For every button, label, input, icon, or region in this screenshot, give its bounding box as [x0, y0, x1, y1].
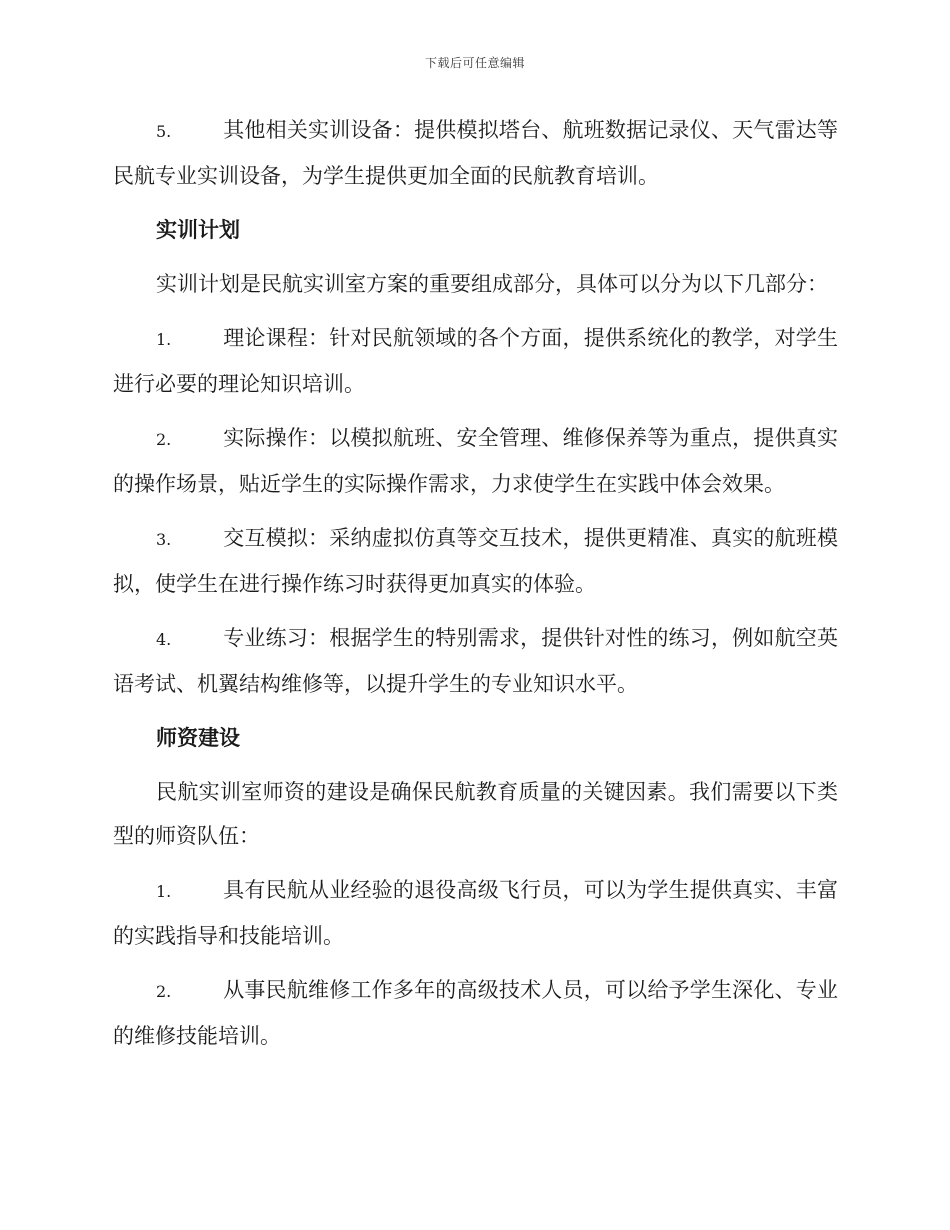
- list-text: 从事民航维修工作多年的高级技术人员，可以给予学生深化、专业的维修技能培训。: [113, 978, 838, 1048]
- list-item: [113, 516, 838, 606]
- list-number: 5.: [156, 122, 172, 141]
- list-number: 1.: [156, 330, 172, 349]
- section-heading: 实训计划: [156, 217, 240, 242]
- list-text: 理论课程：针对民航领域的各个方面，提供系统化的教学，对学生进行必要的理论知识培训。: [113, 326, 838, 396]
- list-number: 2.: [156, 430, 172, 449]
- list-item: [113, 616, 838, 706]
- paragraph: 民航实训室师资的建设是确保民航教育质量的关键因素。我们需要以下类型的师资队伍：: [113, 780, 838, 848]
- page-header-note: 下载后可任意编辑: [424, 56, 525, 70]
- list-item: [113, 108, 838, 198]
- list-text: 专业练习：根据学生的特别需求，提供针对性的练习，例如航空英语考试、机翼结构维修等，以提升学生的专业知识水平。: [113, 626, 838, 696]
- list-text: 实际操作：以模拟航班、安全管理、维修保养等为重点，提供真实的操作场景，贴近学生的实际操作需求，力求使学生在实践中体会效果。: [113, 426, 838, 496]
- list-text: 其他相关实训设备：提供模拟塔台、航班数据记录仪、天气雷达等民航专业实训设备，为学生提供更加全面的民航教育培训。: [113, 118, 838, 188]
- list-number: 2.: [156, 982, 172, 1001]
- list-item: [113, 416, 838, 506]
- list-text: 具有民航从业经验的退役高级飞行员，可以为学生提供真实、丰富的实践指导和技能培训。: [113, 878, 838, 948]
- list-item: [113, 868, 838, 958]
- list-item: [113, 968, 838, 1058]
- list-text: 交互模拟：采纳虚拟仿真等交互技术，提供更精准、真实的航班模拟，使学生在进行操作练习时获得更加真实的体验。: [113, 526, 838, 596]
- list-number: 1.: [156, 882, 172, 901]
- section-heading: 师资建设: [156, 725, 240, 750]
- list-number: 4.: [156, 630, 172, 649]
- list-number: 3.: [156, 530, 172, 549]
- paragraph: 实训计划是民航实训室方案的重要组成部分，具体可以分为以下几部分：: [156, 272, 828, 296]
- list-item: [113, 316, 838, 406]
- document-body: [113, 108, 838, 1068]
